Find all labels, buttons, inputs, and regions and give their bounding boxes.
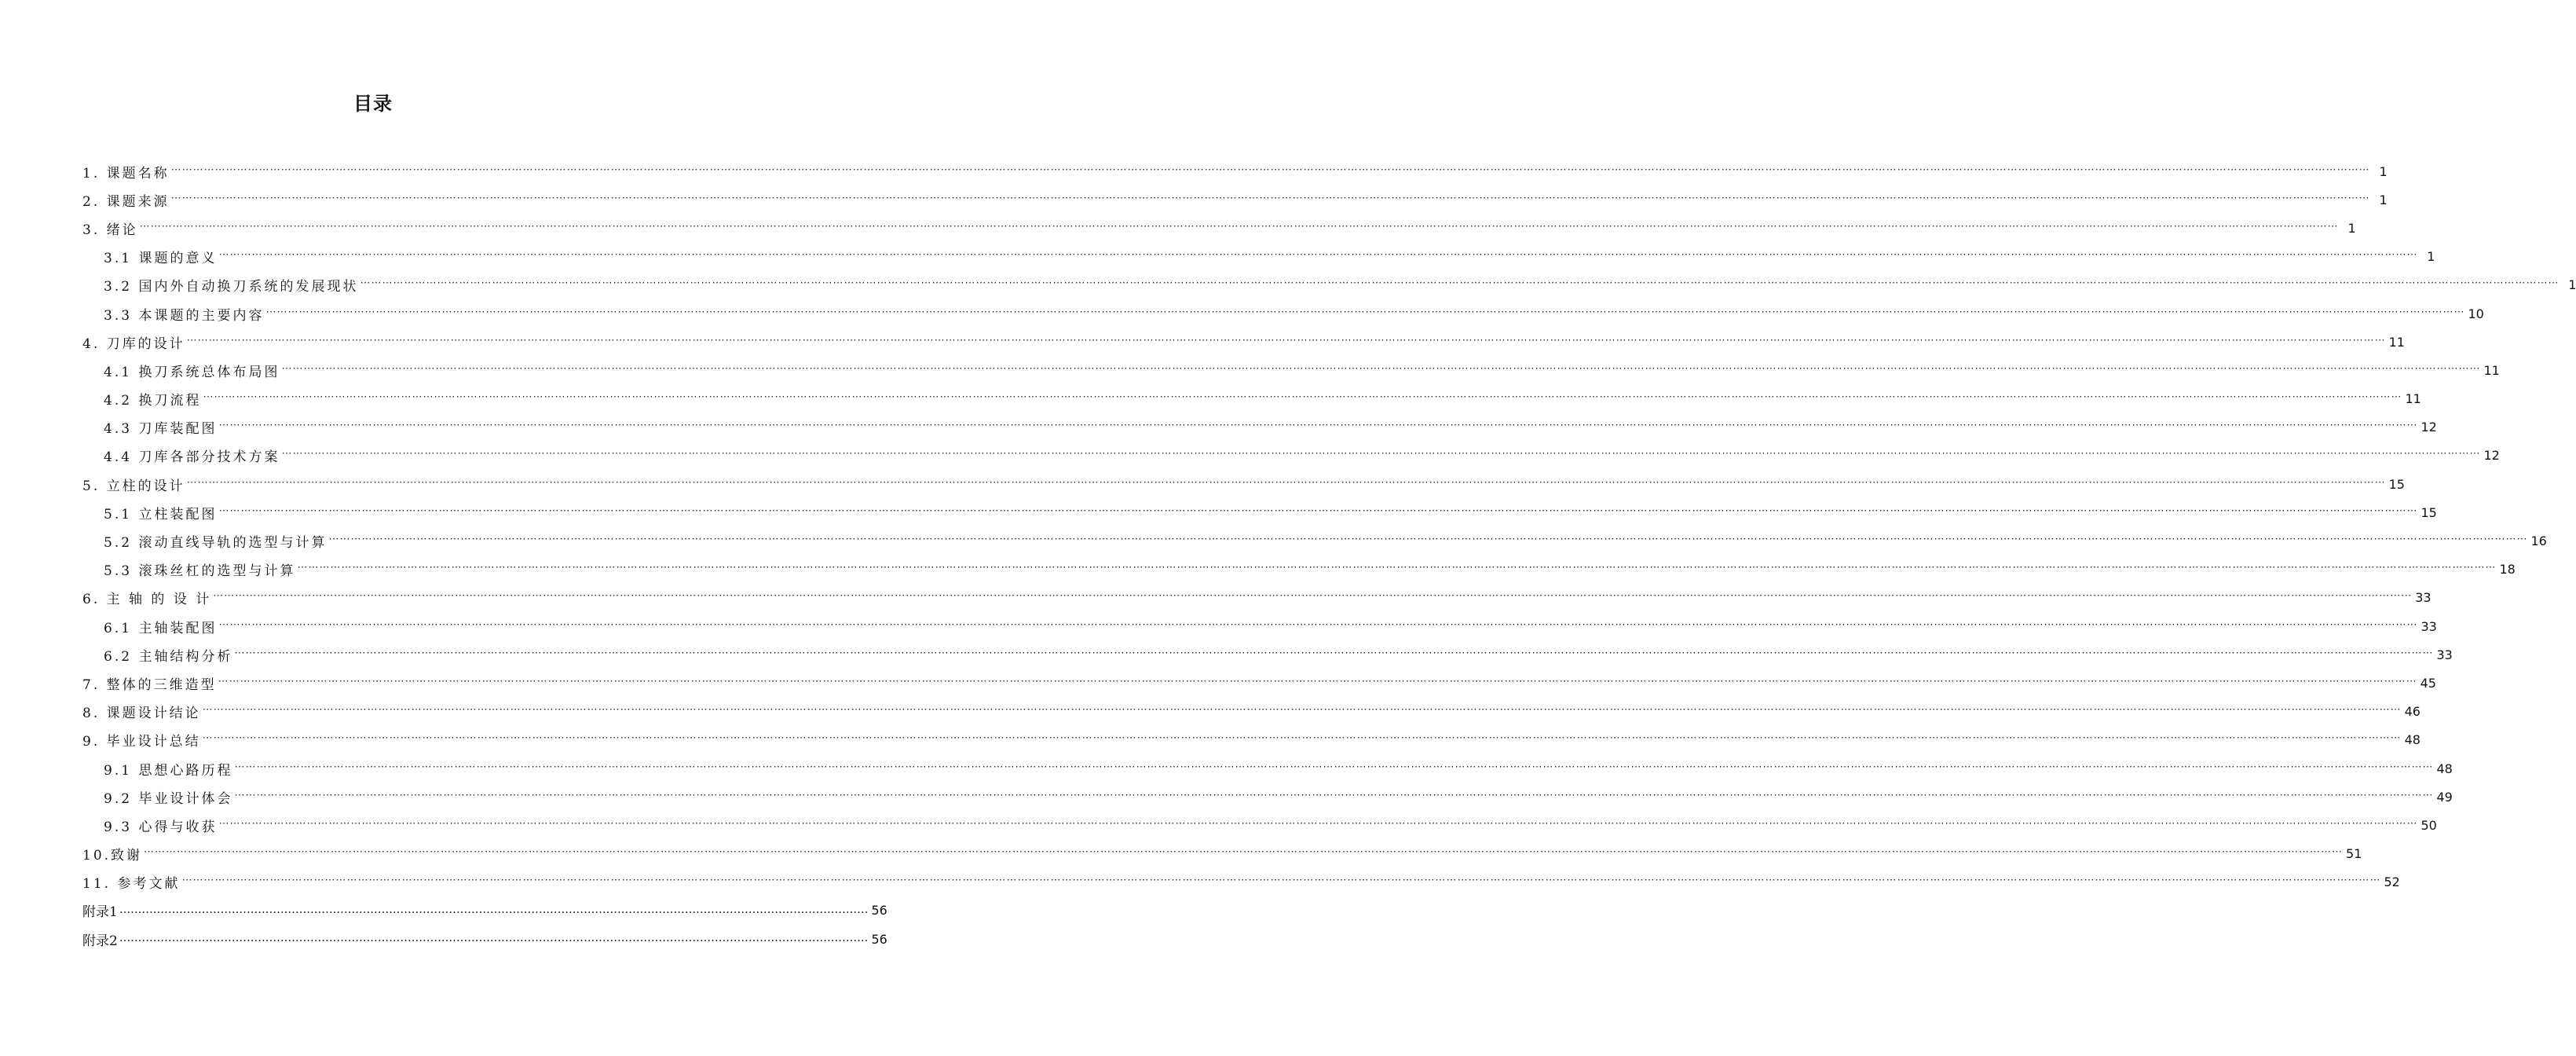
toc-entry-page-number: 11 [2388,334,2405,350]
toc-entry-label: 5. 立柱的设计 [82,478,185,494]
dot-leader: ⋯⋯⋯⋯⋯⋯⋯⋯⋯⋯⋯⋯⋯⋯⋯⋯⋯⋯⋯⋯⋯⋯⋯⋯⋯⋯⋯⋯⋯⋯⋯⋯⋯⋯⋯⋯⋯⋯⋯⋯⋯⋯⋯⋯⋯⋯⋯⋯⋯⋯⋯⋯⋯⋯⋯⋯⋯⋯⋯⋯⋯⋯⋯⋯⋯⋯⋯⋯⋯⋯⋯⋯⋯⋯⋯⋯⋯⋯⋯⋯⋯⋯⋯⋯⋯⋯⋯⋯⋯⋯⋯⋯⋯⋯⋯⋯⋯⋯⋯⋯⋯⋯⋯⋯⋯⋯⋯⋯⋯⋯⋯⋯⋯⋯⋯⋯⋯⋯⋯⋯⋯⋯⋯⋯⋯⋯⋯⋯⋯⋯⋯⋯⋯⋯⋯⋯⋯⋯⋯⋯⋯⋯⋯⋯⋯⋯⋯⋯⋯⋯⋯⋯⋯⋯⋯⋯⋯⋯⋯⋯⋯⋯⋯⋯⋯⋯⋯⋯⋯⋯⋯⋯⋯⋯⋯⋯⋯⋯⋯⋯⋯⋯⋯⋯⋯⋯⋯⋯⋯⋯⋯⋯⋯⋯⋯⋯⋯⋯⋯⋯ [234,647,2434,659]
toc-entry-label: 3.2 国内外自动换刀系统的发展现状 [104,279,359,295]
toc-entry-page-number: 50 [2420,817,2437,833]
dot-leader: ⋯⋯⋯⋯⋯⋯⋯⋯⋯⋯⋯⋯⋯⋯⋯⋯⋯⋯⋯⋯⋯⋯⋯⋯⋯⋯⋯⋯⋯⋯⋯⋯⋯⋯⋯⋯⋯⋯⋯⋯⋯⋯⋯⋯⋯⋯⋯⋯⋯⋯⋯⋯⋯⋯⋯⋯⋯⋯⋯⋯⋯⋯⋯⋯⋯⋯⋯⋯⋯⋯⋯⋯⋯⋯⋯⋯⋯⋯⋯⋯⋯⋯⋯⋯⋯⋯⋯⋯⋯⋯⋯⋯⋯⋯⋯⋯⋯⋯⋯⋯⋯⋯⋯⋯⋯⋯⋯⋯⋯⋯⋯⋯⋯⋯⋯⋯⋯⋯⋯⋯⋯⋯⋯⋯⋯⋯⋯⋯⋯⋯⋯⋯⋯⋯⋯⋯⋯⋯⋯⋯⋯⋯⋯⋯⋯⋯⋯⋯⋯⋯⋯⋯⋯⋯⋯⋯⋯⋯⋯⋯⋯⋯⋯⋯⋯⋯⋯⋯⋯⋯⋯⋯⋯⋯⋯⋯⋯⋯⋯⋯⋯⋯⋯⋯⋯⋯⋯⋯⋯⋯⋯⋯⋯⋯⋯⋯⋯⋯⋯⋯ [218,618,2418,631]
toc-entry[interactable] [82,896,887,925]
toc-entry[interactable] [82,783,2453,811]
toc-entry-label: 9.1 思想心路历程 [104,762,233,779]
toc-entry-page-number: 33 [2415,590,2431,606]
dot-leader: ⋯⋯⋯⋯⋯⋯⋯⋯⋯⋯⋯⋯⋯⋯⋯⋯⋯⋯⋯⋯⋯⋯⋯⋯⋯⋯⋯⋯⋯⋯⋯⋯⋯⋯⋯⋯⋯⋯⋯⋯⋯⋯⋯⋯⋯⋯⋯⋯⋯⋯⋯⋯⋯⋯⋯⋯⋯⋯⋯⋯⋯⋯⋯⋯⋯⋯⋯⋯⋯⋯⋯⋯⋯⋯⋯⋯⋯⋯⋯⋯⋯⋯⋯⋯⋯⋯⋯⋯⋯⋯⋯⋯⋯⋯⋯⋯⋯⋯⋯⋯⋯⋯⋯⋯⋯⋯⋯⋯⋯⋯⋯⋯⋯⋯⋯⋯⋯⋯⋯⋯⋯⋯⋯⋯⋯⋯⋯⋯⋯⋯⋯⋯⋯⋯⋯⋯⋯⋯⋯⋯⋯⋯⋯⋯⋯⋯⋯⋯⋯⋯⋯⋯⋯⋯⋯⋯⋯⋯⋯⋯⋯⋯⋯⋯⋯⋯⋯⋯⋯⋯⋯⋯⋯⋯⋯⋯⋯⋯⋯⋯⋯⋯⋯⋯⋯⋯⋯⋯⋯⋯⋯⋯⋯⋯⋯⋯⋯⋯⋯⋯ [202,704,2402,717]
dot-leader: ⋯⋯⋯⋯⋯⋯⋯⋯⋯⋯⋯⋯⋯⋯⋯⋯⋯⋯⋯⋯⋯⋯⋯⋯⋯⋯⋯⋯⋯⋯⋯⋯⋯⋯⋯⋯⋯⋯⋯⋯⋯⋯⋯⋯⋯⋯⋯⋯⋯⋯⋯⋯⋯⋯⋯⋯⋯⋯⋯⋯⋯⋯⋯⋯⋯⋯⋯⋯⋯⋯⋯⋯⋯⋯⋯⋯⋯⋯⋯⋯⋯⋯⋯⋯⋯⋯⋯⋯⋯⋯⋯⋯⋯⋯⋯⋯⋯⋯⋯⋯⋯⋯⋯⋯⋯⋯⋯⋯⋯⋯⋯⋯⋯⋯⋯⋯⋯⋯⋯⋯⋯⋯⋯⋯⋯⋯⋯⋯⋯⋯⋯⋯⋯⋯⋯⋯⋯⋯⋯⋯⋯⋯⋯⋯⋯⋯⋯⋯⋯⋯⋯⋯⋯⋯⋯⋯⋯⋯⋯⋯⋯⋯⋯⋯⋯⋯⋯⋯⋯⋯⋯⋯⋯⋯⋯⋯⋯⋯⋯⋯⋯⋯⋯⋯⋯⋯⋯⋯⋯⋯⋯⋯⋯⋯⋯⋯⋯⋯⋯⋯ [218,675,2417,688]
toc-entry-label: 4.3 刀库装配图 [104,421,218,438]
toc-entry[interactable] [82,754,2453,783]
toc-entry-label: 5.1 立柱装配图 [104,506,218,522]
toc-entry-label: 9.3 心得与收获 [104,819,218,835]
toc-entry-page-number: 15 [2388,476,2405,492]
dot-leader: ⋯⋯⋯⋯⋯⋯⋯⋯⋯⋯⋯⋯⋯⋯⋯⋯⋯⋯⋯⋯⋯⋯⋯⋯⋯⋯⋯⋯⋯⋯⋯⋯⋯⋯⋯⋯⋯⋯⋯⋯⋯⋯⋯⋯⋯⋯⋯⋯⋯⋯⋯⋯⋯⋯⋯⋯⋯⋯⋯⋯⋯⋯⋯⋯⋯⋯⋯⋯⋯⋯⋯⋯⋯⋯⋯⋯⋯⋯⋯⋯⋯⋯⋯⋯⋯⋯⋯⋯⋯⋯⋯⋯⋯⋯⋯⋯⋯⋯⋯⋯⋯⋯⋯⋯⋯⋯⋯⋯⋯⋯⋯⋯⋯⋯⋯⋯⋯⋯⋯⋯⋯⋯⋯⋯⋯⋯⋯⋯⋯⋯⋯⋯⋯⋯⋯⋯⋯⋯⋯⋯⋯⋯⋯⋯⋯⋯⋯⋯⋯⋯⋯⋯⋯⋯⋯⋯⋯⋯⋯⋯⋯⋯⋯⋯⋯⋯⋯⋯⋯⋯⋯⋯⋯⋯⋯⋯⋯⋯⋯⋯⋯⋯⋯⋯⋯⋯⋯⋯⋯⋯⋯⋯⋯⋯⋯⋯⋯⋯⋯⋯ [170,163,2370,176]
toc-entry-label: 11. 参考文献 [82,876,181,893]
toc-entry-label: 9. 毕业设计总结 [82,734,201,750]
dot-leader: ⋯⋯⋯⋯⋯⋯⋯⋯⋯⋯⋯⋯⋯⋯⋯⋯⋯⋯⋯⋯⋯⋯⋯⋯⋯⋯⋯⋯⋯⋯⋯⋯⋯⋯⋯⋯⋯⋯⋯⋯⋯⋯⋯⋯⋯⋯⋯⋯⋯⋯⋯⋯⋯⋯⋯⋯⋯⋯⋯⋯⋯⋯⋯⋯⋯⋯⋯⋯⋯⋯⋯⋯⋯⋯⋯⋯⋯⋯⋯⋯⋯⋯⋯⋯⋯⋯⋯⋯⋯⋯⋯⋯⋯⋯⋯⋯⋯⋯⋯⋯⋯⋯⋯⋯⋯⋯⋯⋯⋯⋯⋯⋯⋯⋯⋯⋯⋯⋯⋯⋯⋯⋯⋯⋯⋯⋯⋯⋯⋯⋯⋯⋯⋯⋯⋯⋯⋯⋯⋯⋯⋯⋯⋯⋯⋯⋯⋯⋯⋯⋯⋯⋯⋯⋯⋯⋯⋯⋯⋯⋯⋯⋯⋯⋯⋯⋯⋯⋯⋯⋯⋯⋯⋯⋯⋯⋯⋯⋯⋯⋯⋯⋯⋯⋯⋯⋯⋯⋯⋯⋯⋯⋯⋯⋯⋯⋯⋯⋯⋯⋯ [203,391,2402,404]
toc-entry-page-number: 56 [871,903,887,918]
toc-entry-label: 9.2 毕业设计体会 [104,790,233,807]
toc-entry-page-number: 49 [2436,789,2453,805]
dot-leader: ⋯⋯⋯⋯⋯⋯⋯⋯⋯⋯⋯⋯⋯⋯⋯⋯⋯⋯⋯⋯⋯⋯⋯⋯⋯⋯⋯⋯⋯⋯⋯⋯⋯⋯⋯⋯⋯⋯⋯⋯⋯⋯⋯⋯⋯⋯⋯⋯⋯⋯⋯⋯⋯⋯⋯⋯⋯⋯⋯⋯⋯⋯⋯⋯⋯⋯⋯⋯⋯⋯⋯⋯⋯⋯⋯⋯⋯⋯⋯⋯⋯⋯⋯⋯⋯⋯⋯⋯⋯⋯⋯⋯⋯⋯⋯⋯⋯⋯⋯⋯⋯⋯⋯⋯⋯⋯⋯⋯⋯⋯⋯⋯⋯⋯⋯⋯⋯⋯⋯⋯⋯⋯⋯⋯⋯⋯⋯⋯⋯⋯⋯⋯⋯⋯⋯⋯⋯⋯⋯⋯⋯⋯⋯⋯⋯⋯⋯⋯⋯⋯⋯⋯⋯⋯⋯⋯⋯⋯⋯⋯⋯⋯⋯⋯⋯⋯⋯⋯⋯⋯⋯⋯⋯⋯⋯⋯⋯⋯⋯⋯⋯⋯⋯⋯⋯⋯⋯⋯⋯⋯⋯⋯⋯⋯⋯⋯⋯⋯⋯⋯ [218,504,2418,517]
toc-entry-label: 1. 课题名称 [82,165,170,182]
dot-leader: ⋯⋯⋯⋯⋯⋯⋯⋯⋯⋯⋯⋯⋯⋯⋯⋯⋯⋯⋯⋯⋯⋯⋯⋯⋯⋯⋯⋯⋯⋯⋯⋯⋯⋯⋯⋯⋯⋯⋯⋯⋯⋯⋯⋯⋯⋯⋯⋯⋯⋯⋯⋯⋯⋯⋯⋯⋯⋯⋯⋯⋯⋯⋯⋯⋯⋯⋯⋯⋯⋯⋯⋯⋯⋯⋯⋯⋯⋯⋯⋯⋯⋯⋯⋯⋯⋯⋯⋯⋯⋯⋯⋯⋯⋯⋯⋯⋯⋯⋯⋯⋯⋯⋯⋯⋯⋯⋯⋯⋯⋯⋯⋯⋯⋯⋯⋯⋯⋯⋯⋯⋯⋯⋯⋯⋯⋯⋯⋯⋯⋯⋯⋯⋯⋯⋯⋯⋯⋯⋯⋯⋯⋯⋯⋯⋯⋯⋯⋯⋯⋯⋯⋯⋯⋯⋯⋯⋯⋯⋯⋯⋯⋯⋯⋯⋯⋯⋯⋯⋯⋯⋯⋯⋯⋯⋯⋯⋯⋯⋯⋯⋯⋯⋯⋯⋯⋯⋯⋯⋯⋯⋯⋯⋯⋯⋯⋯⋯⋯⋯⋯ [213,590,2413,603]
toc-entry-label: 6.2 主轴结构分析 [104,648,233,665]
toc-entry[interactable] [82,157,2388,185]
toc-entry[interactable] [82,811,2437,839]
toc-entry-page-number: 1 [2427,249,2435,265]
toc-entry[interactable] [82,385,2421,413]
dot-leader: ⋯⋯⋯⋯⋯⋯⋯⋯⋯⋯⋯⋯⋯⋯⋯⋯⋯⋯⋯⋯⋯⋯⋯⋯⋯⋯⋯⋯⋯⋯⋯⋯⋯⋯⋯⋯⋯⋯⋯⋯⋯⋯⋯⋯⋯⋯⋯⋯⋯⋯⋯⋯⋯⋯⋯⋯⋯⋯⋯⋯⋯⋯⋯⋯⋯⋯⋯⋯⋯⋯⋯⋯⋯⋯⋯⋯⋯⋯⋯⋯⋯⋯⋯⋯⋯⋯⋯⋯⋯⋯⋯⋯⋯⋯⋯⋯⋯⋯⋯⋯⋯⋯⋯⋯⋯⋯⋯⋯⋯⋯⋯⋯⋯⋯⋯⋯⋯⋯⋯⋯⋯⋯⋯⋯⋯⋯⋯⋯⋯⋯⋯⋯⋯⋯⋯⋯⋯⋯⋯⋯⋯⋯⋯⋯⋯⋯⋯⋯⋯⋯⋯⋯⋯⋯⋯⋯⋯⋯⋯⋯⋯⋯⋯⋯⋯⋯⋯⋯⋯⋯⋯⋯⋯⋯⋯⋯⋯⋯⋯⋯⋯⋯⋯⋯⋯⋯⋯⋯⋯⋯⋯⋯⋯⋯⋯⋯⋯⋯⋯⋯ [202,732,2402,745]
toc-entry-label: 4.4 刀库各部分技术方案 [104,449,280,466]
toc-entry-page-number: 16 [2530,534,2547,549]
toc-entry[interactable] [82,356,2500,384]
toc-entry-page-number: 33 [2436,647,2453,662]
dot-leader: ⋯⋯⋯⋯⋯⋯⋯⋯⋯⋯⋯⋯⋯⋯⋯⋯⋯⋯⋯⋯⋯⋯⋯⋯⋯⋯⋯⋯⋯⋯⋯⋯⋯⋯⋯⋯⋯⋯⋯⋯⋯⋯⋯⋯⋯⋯⋯⋯⋯⋯⋯⋯⋯⋯⋯⋯⋯⋯⋯⋯⋯⋯⋯⋯⋯⋯⋯⋯⋯⋯⋯⋯⋯⋯⋯⋯⋯⋯⋯⋯⋯⋯⋯⋯⋯⋯⋯⋯⋯⋯⋯⋯⋯⋯⋯⋯⋯⋯⋯⋯⋯⋯⋯⋯⋯⋯⋯⋯⋯⋯⋯⋯⋯⋯⋯⋯⋯⋯⋯⋯⋯⋯⋯⋯⋯⋯⋯⋯⋯⋯⋯⋯⋯⋯⋯⋯⋯⋯⋯⋯⋯⋯⋯⋯⋯⋯⋯⋯⋯⋯⋯⋯⋯⋯⋯⋯⋯⋯⋯⋯⋯⋯⋯⋯⋯⋯⋯⋯⋯⋯⋯⋯⋯⋯⋯⋯⋯⋯⋯⋯⋯⋯⋯⋯⋯⋯⋯⋯⋯⋯⋯⋯⋯⋯⋯⋯⋯⋯⋯⋯ [186,334,2386,346]
toc-entry-label: 4.2 换刀流程 [104,393,202,409]
toc-entry[interactable] [82,925,887,953]
dot-leader: ⋯⋯⋯⋯⋯⋯⋯⋯⋯⋯⋯⋯⋯⋯⋯⋯⋯⋯⋯⋯⋯⋯⋯⋯⋯⋯⋯⋯⋯⋯⋯⋯⋯⋯⋯⋯⋯⋯⋯⋯⋯⋯⋯⋯⋯⋯⋯⋯⋯⋯⋯⋯⋯⋯⋯⋯⋯⋯⋯⋯⋯⋯⋯⋯⋯⋯⋯⋯⋯⋯⋯⋯⋯⋯⋯⋯⋯⋯⋯⋯⋯⋯⋯⋯⋯⋯⋯⋯⋯⋯⋯⋯⋯⋯⋯⋯⋯⋯⋯⋯⋯⋯⋯⋯⋯⋯⋯⋯⋯⋯⋯⋯⋯⋯⋯⋯⋯⋯⋯⋯⋯⋯⋯⋯⋯⋯⋯⋯⋯⋯⋯⋯⋯⋯⋯⋯⋯⋯⋯⋯⋯⋯⋯⋯⋯⋯⋯⋯⋯⋯⋯⋯⋯⋯⋯⋯⋯⋯⋯⋯⋯⋯⋯⋯⋯⋯⋯⋯⋯⋯⋯⋯⋯⋯⋯⋯⋯⋯⋯⋯⋯⋯⋯⋯⋯⋯⋯⋯⋯⋯⋯⋯⋯⋯⋯⋯⋯⋯⋯⋯ [218,817,2418,830]
dot-leader: ⋯⋯⋯⋯⋯⋯⋯⋯⋯⋯⋯⋯⋯⋯⋯⋯⋯⋯⋯⋯⋯⋯⋯⋯⋯⋯⋯⋯⋯⋯⋯⋯⋯⋯⋯⋯⋯⋯⋯⋯⋯⋯⋯⋯⋯⋯⋯⋯⋯⋯⋯⋯⋯⋯⋯⋯⋯⋯⋯⋯⋯⋯⋯⋯⋯⋯⋯⋯⋯⋯⋯⋯⋯⋯⋯⋯⋯⋯⋯⋯⋯⋯⋯⋯⋯⋯⋯⋯⋯⋯⋯⋯⋯⋯⋯⋯⋯⋯⋯⋯⋯⋯⋯⋯⋯⋯⋯⋯⋯⋯⋯⋯⋯⋯⋯⋯⋯⋯⋯⋯⋯⋯⋯⋯⋯⋯⋯⋯⋯⋯⋯⋯⋯⋯⋯⋯⋯⋯⋯⋯⋯⋯⋯⋯⋯⋯⋯⋯⋯⋯⋯⋯⋯⋯⋯⋯⋯⋯⋯⋯⋯⋯⋯⋯⋯⋯⋯⋯⋯⋯⋯⋯⋯⋯⋯⋯⋯⋯⋯⋯⋯⋯⋯⋯⋯⋯⋯⋯⋯⋯⋯⋯⋯⋯⋯⋯⋯⋯⋯⋯ [218,249,2418,262]
toc-entry[interactable] [82,640,2453,669]
toc-entry[interactable] [82,498,2437,526]
toc-entry-page-number: 51 [2346,846,2362,862]
toc-entry-page-number: 48 [2436,761,2453,776]
toc-entry[interactable] [82,271,2576,299]
dot-leader: ⋯⋯⋯⋯⋯⋯⋯⋯⋯⋯⋯⋯⋯⋯⋯⋯⋯⋯⋯⋯⋯⋯⋯⋯⋯⋯⋯⋯⋯⋯⋯⋯⋯⋯⋯⋯⋯⋯⋯⋯⋯⋯⋯⋯⋯⋯⋯⋯⋯⋯⋯⋯⋯⋯⋯⋯⋯⋯⋯⋯⋯⋯⋯⋯⋯⋯⋯⋯⋯⋯⋯⋯⋯⋯⋯⋯⋯⋯⋯⋯⋯⋯⋯⋯⋯⋯⋯⋯⋯⋯⋯⋯⋯⋯⋯⋯⋯⋯⋯⋯⋯⋯⋯⋯⋯⋯⋯⋯⋯⋯⋯⋯⋯⋯⋯⋯⋯⋯⋯⋯⋯⋯⋯⋯⋯⋯⋯⋯⋯⋯⋯⋯⋯⋯⋯⋯⋯⋯⋯⋯⋯⋯⋯⋯⋯⋯⋯⋯⋯⋯⋯⋯⋯⋯⋯⋯⋯⋯⋯⋯⋯⋯⋯⋯⋯⋯⋯⋯⋯⋯⋯⋯⋯⋯⋯⋯⋯⋯⋯⋯⋯⋯⋯⋯⋯⋯⋯⋯⋯⋯⋯⋯⋯⋯⋯⋯⋯⋯⋯⋯ [360,277,2560,290]
toc-entry-page-number: 1 [2347,220,2356,236]
dot-leader: ⋯⋯⋯⋯⋯⋯⋯⋯⋯⋯⋯⋯⋯⋯⋯⋯⋯⋯⋯⋯⋯⋯⋯⋯⋯⋯⋯⋯⋯⋯⋯⋯⋯⋯⋯⋯⋯⋯⋯⋯⋯⋯⋯⋯⋯⋯⋯⋯⋯⋯⋯⋯⋯⋯⋯⋯⋯⋯⋯⋯⋯⋯⋯⋯⋯⋯⋯⋯⋯⋯⋯⋯⋯⋯⋯⋯⋯⋯⋯⋯⋯⋯⋯⋯⋯⋯⋯⋯⋯⋯⋯⋯⋯⋯⋯⋯⋯⋯⋯⋯⋯⋯⋯⋯⋯⋯⋯⋯⋯⋯⋯⋯⋯⋯⋯⋯⋯⋯⋯⋯⋯⋯⋯⋯⋯⋯⋯⋯⋯⋯⋯⋯⋯⋯⋯⋯⋯⋯⋯⋯⋯⋯⋯⋯⋯⋯⋯⋯⋯⋯⋯⋯⋯⋯⋯⋯⋯⋯⋯⋯⋯⋯⋯⋯⋯⋯⋯⋯⋯⋯⋯⋯⋯⋯⋯⋯⋯⋯⋯⋯⋯⋯⋯⋯⋯⋯⋯⋯⋯⋯⋯⋯⋯⋯⋯⋯⋯⋯⋯⋯ [144,846,2344,859]
toc-entry-page-number: 46 [2404,704,2420,720]
dot-leader: ⋯⋯⋯⋯⋯⋯⋯⋯⋯⋯⋯⋯⋯⋯⋯⋯⋯⋯⋯⋯⋯⋯⋯⋯⋯⋯⋯⋯⋯⋯⋯⋯⋯⋯⋯⋯⋯⋯⋯⋯⋯⋯⋯⋯⋯⋯⋯⋯⋯⋯⋯⋯⋯⋯⋯⋯⋯⋯⋯⋯⋯⋯⋯⋯⋯⋯⋯⋯⋯⋯⋯⋯⋯⋯⋯⋯⋯⋯⋯⋯⋯⋯⋯⋯⋯⋯⋯⋯⋯⋯⋯⋯⋯⋯⋯⋯⋯⋯⋯⋯⋯⋯⋯⋯⋯⋯⋯⋯⋯⋯⋯⋯⋯⋯⋯⋯⋯⋯⋯⋯⋯⋯⋯⋯⋯⋯⋯⋯⋯⋯⋯⋯⋯⋯⋯⋯⋯⋯⋯⋯⋯⋯⋯⋯⋯⋯⋯⋯⋯⋯⋯⋯⋯⋯⋯⋯⋯⋯⋯⋯⋯⋯⋯⋯⋯⋯⋯⋯⋯⋯⋯⋯⋯⋯⋯⋯⋯⋯⋯⋯⋯⋯⋯⋯⋯⋯⋯⋯⋯⋯⋯⋯⋯⋯⋯⋯⋯⋯⋯⋯ [281,362,2481,375]
toc-entry[interactable] [82,556,2516,584]
toc-entry[interactable] [82,470,2405,498]
toc-entry-label: 3.3 本课题的主要内容 [104,307,265,324]
toc-entry[interactable] [82,868,2400,896]
toc-entry[interactable] [82,526,2547,555]
toc-entry-page-number: 15 [2420,504,2437,520]
toc-entry-page-number: 12 [2420,420,2437,435]
toc-entry-page-number: 1 [2379,192,2388,207]
page-title: 目录 [353,93,393,115]
toc-entry-label: 5.2 滚动直线导轨的选型与计算 [104,535,327,552]
toc-entry-page-number: 12 [2483,448,2500,464]
dot-leader: ........................................................................................................................................................................................................ [119,901,869,916]
dot-leader: ⋯⋯⋯⋯⋯⋯⋯⋯⋯⋯⋯⋯⋯⋯⋯⋯⋯⋯⋯⋯⋯⋯⋯⋯⋯⋯⋯⋯⋯⋯⋯⋯⋯⋯⋯⋯⋯⋯⋯⋯⋯⋯⋯⋯⋯⋯⋯⋯⋯⋯⋯⋯⋯⋯⋯⋯⋯⋯⋯⋯⋯⋯⋯⋯⋯⋯⋯⋯⋯⋯⋯⋯⋯⋯⋯⋯⋯⋯⋯⋯⋯⋯⋯⋯⋯⋯⋯⋯⋯⋯⋯⋯⋯⋯⋯⋯⋯⋯⋯⋯⋯⋯⋯⋯⋯⋯⋯⋯⋯⋯⋯⋯⋯⋯⋯⋯⋯⋯⋯⋯⋯⋯⋯⋯⋯⋯⋯⋯⋯⋯⋯⋯⋯⋯⋯⋯⋯⋯⋯⋯⋯⋯⋯⋯⋯⋯⋯⋯⋯⋯⋯⋯⋯⋯⋯⋯⋯⋯⋯⋯⋯⋯⋯⋯⋯⋯⋯⋯⋯⋯⋯⋯⋯⋯⋯⋯⋯⋯⋯⋯⋯⋯⋯⋯⋯⋯⋯⋯⋯⋯⋯⋯⋯⋯⋯⋯⋯⋯⋯⋯ [186,476,2386,489]
dot-leader: ........................................................................................................................................................................................................ [119,930,869,945]
toc-entry-label: 5.3 滚珠丝杠的选型与计算 [104,563,296,580]
toc-entry-page-number: 11 [2405,391,2421,407]
toc-entry[interactable] [82,328,2405,356]
toc-entry-label: 4.1 换刀系统总体布局图 [104,364,280,380]
toc-entry-label: 2. 课题来源 [82,193,170,210]
toc-entry-page-number: 1 [2379,163,2388,179]
toc-entry-label: 3.1 课题的意义 [104,251,218,267]
dot-leader: ⋯⋯⋯⋯⋯⋯⋯⋯⋯⋯⋯⋯⋯⋯⋯⋯⋯⋯⋯⋯⋯⋯⋯⋯⋯⋯⋯⋯⋯⋯⋯⋯⋯⋯⋯⋯⋯⋯⋯⋯⋯⋯⋯⋯⋯⋯⋯⋯⋯⋯⋯⋯⋯⋯⋯⋯⋯⋯⋯⋯⋯⋯⋯⋯⋯⋯⋯⋯⋯⋯⋯⋯⋯⋯⋯⋯⋯⋯⋯⋯⋯⋯⋯⋯⋯⋯⋯⋯⋯⋯⋯⋯⋯⋯⋯⋯⋯⋯⋯⋯⋯⋯⋯⋯⋯⋯⋯⋯⋯⋯⋯⋯⋯⋯⋯⋯⋯⋯⋯⋯⋯⋯⋯⋯⋯⋯⋯⋯⋯⋯⋯⋯⋯⋯⋯⋯⋯⋯⋯⋯⋯⋯⋯⋯⋯⋯⋯⋯⋯⋯⋯⋯⋯⋯⋯⋯⋯⋯⋯⋯⋯⋯⋯⋯⋯⋯⋯⋯⋯⋯⋯⋯⋯⋯⋯⋯⋯⋯⋯⋯⋯⋯⋯⋯⋯⋯⋯⋯⋯⋯⋯⋯⋯⋯⋯⋯⋯⋯⋯⋯ [265,306,2465,318]
dot-leader: ⋯⋯⋯⋯⋯⋯⋯⋯⋯⋯⋯⋯⋯⋯⋯⋯⋯⋯⋯⋯⋯⋯⋯⋯⋯⋯⋯⋯⋯⋯⋯⋯⋯⋯⋯⋯⋯⋯⋯⋯⋯⋯⋯⋯⋯⋯⋯⋯⋯⋯⋯⋯⋯⋯⋯⋯⋯⋯⋯⋯⋯⋯⋯⋯⋯⋯⋯⋯⋯⋯⋯⋯⋯⋯⋯⋯⋯⋯⋯⋯⋯⋯⋯⋯⋯⋯⋯⋯⋯⋯⋯⋯⋯⋯⋯⋯⋯⋯⋯⋯⋯⋯⋯⋯⋯⋯⋯⋯⋯⋯⋯⋯⋯⋯⋯⋯⋯⋯⋯⋯⋯⋯⋯⋯⋯⋯⋯⋯⋯⋯⋯⋯⋯⋯⋯⋯⋯⋯⋯⋯⋯⋯⋯⋯⋯⋯⋯⋯⋯⋯⋯⋯⋯⋯⋯⋯⋯⋯⋯⋯⋯⋯⋯⋯⋯⋯⋯⋯⋯⋯⋯⋯⋯⋯⋯⋯⋯⋯⋯⋯⋯⋯⋯⋯⋯⋯⋯⋯⋯⋯⋯⋯⋯⋯⋯⋯⋯⋯⋯⋯ [281,448,2481,460]
dot-leader: ⋯⋯⋯⋯⋯⋯⋯⋯⋯⋯⋯⋯⋯⋯⋯⋯⋯⋯⋯⋯⋯⋯⋯⋯⋯⋯⋯⋯⋯⋯⋯⋯⋯⋯⋯⋯⋯⋯⋯⋯⋯⋯⋯⋯⋯⋯⋯⋯⋯⋯⋯⋯⋯⋯⋯⋯⋯⋯⋯⋯⋯⋯⋯⋯⋯⋯⋯⋯⋯⋯⋯⋯⋯⋯⋯⋯⋯⋯⋯⋯⋯⋯⋯⋯⋯⋯⋯⋯⋯⋯⋯⋯⋯⋯⋯⋯⋯⋯⋯⋯⋯⋯⋯⋯⋯⋯⋯⋯⋯⋯⋯⋯⋯⋯⋯⋯⋯⋯⋯⋯⋯⋯⋯⋯⋯⋯⋯⋯⋯⋯⋯⋯⋯⋯⋯⋯⋯⋯⋯⋯⋯⋯⋯⋯⋯⋯⋯⋯⋯⋯⋯⋯⋯⋯⋯⋯⋯⋯⋯⋯⋯⋯⋯⋯⋯⋯⋯⋯⋯⋯⋯⋯⋯⋯⋯⋯⋯⋯⋯⋯⋯⋯⋯⋯⋯⋯⋯⋯⋯⋯⋯⋯⋯⋯⋯⋯⋯⋯⋯⋯ [139,220,2339,233]
toc-entry[interactable] [82,726,2420,754]
toc-entry[interactable] [82,413,2437,442]
toc-entry-page-number: 10 [2468,306,2484,321]
toc-entry[interactable] [82,612,2437,640]
dot-leader: ⋯⋯⋯⋯⋯⋯⋯⋯⋯⋯⋯⋯⋯⋯⋯⋯⋯⋯⋯⋯⋯⋯⋯⋯⋯⋯⋯⋯⋯⋯⋯⋯⋯⋯⋯⋯⋯⋯⋯⋯⋯⋯⋯⋯⋯⋯⋯⋯⋯⋯⋯⋯⋯⋯⋯⋯⋯⋯⋯⋯⋯⋯⋯⋯⋯⋯⋯⋯⋯⋯⋯⋯⋯⋯⋯⋯⋯⋯⋯⋯⋯⋯⋯⋯⋯⋯⋯⋯⋯⋯⋯⋯⋯⋯⋯⋯⋯⋯⋯⋯⋯⋯⋯⋯⋯⋯⋯⋯⋯⋯⋯⋯⋯⋯⋯⋯⋯⋯⋯⋯⋯⋯⋯⋯⋯⋯⋯⋯⋯⋯⋯⋯⋯⋯⋯⋯⋯⋯⋯⋯⋯⋯⋯⋯⋯⋯⋯⋯⋯⋯⋯⋯⋯⋯⋯⋯⋯⋯⋯⋯⋯⋯⋯⋯⋯⋯⋯⋯⋯⋯⋯⋯⋯⋯⋯⋯⋯⋯⋯⋯⋯⋯⋯⋯⋯⋯⋯⋯⋯⋯⋯⋯⋯⋯⋯⋯⋯⋯⋯⋯ [297,562,2497,574]
toc-entry[interactable] [82,214,2356,242]
toc-entry-label: 7. 整体的三维造型 [82,676,217,693]
toc-entry[interactable] [82,669,2436,697]
toc-entry-page-number: 48 [2404,732,2420,748]
dot-leader: ⋯⋯⋯⋯⋯⋯⋯⋯⋯⋯⋯⋯⋯⋯⋯⋯⋯⋯⋯⋯⋯⋯⋯⋯⋯⋯⋯⋯⋯⋯⋯⋯⋯⋯⋯⋯⋯⋯⋯⋯⋯⋯⋯⋯⋯⋯⋯⋯⋯⋯⋯⋯⋯⋯⋯⋯⋯⋯⋯⋯⋯⋯⋯⋯⋯⋯⋯⋯⋯⋯⋯⋯⋯⋯⋯⋯⋯⋯⋯⋯⋯⋯⋯⋯⋯⋯⋯⋯⋯⋯⋯⋯⋯⋯⋯⋯⋯⋯⋯⋯⋯⋯⋯⋯⋯⋯⋯⋯⋯⋯⋯⋯⋯⋯⋯⋯⋯⋯⋯⋯⋯⋯⋯⋯⋯⋯⋯⋯⋯⋯⋯⋯⋯⋯⋯⋯⋯⋯⋯⋯⋯⋯⋯⋯⋯⋯⋯⋯⋯⋯⋯⋯⋯⋯⋯⋯⋯⋯⋯⋯⋯⋯⋯⋯⋯⋯⋯⋯⋯⋯⋯⋯⋯⋯⋯⋯⋯⋯⋯⋯⋯⋯⋯⋯⋯⋯⋯⋯⋯⋯⋯⋯⋯⋯⋯⋯⋯⋯⋯⋯ [234,789,2434,801]
toc-entry-label: 6.1 主轴装配图 [104,620,218,636]
toc-entry-label: 10.致谢 [82,848,143,864]
dot-leader: ⋯⋯⋯⋯⋯⋯⋯⋯⋯⋯⋯⋯⋯⋯⋯⋯⋯⋯⋯⋯⋯⋯⋯⋯⋯⋯⋯⋯⋯⋯⋯⋯⋯⋯⋯⋯⋯⋯⋯⋯⋯⋯⋯⋯⋯⋯⋯⋯⋯⋯⋯⋯⋯⋯⋯⋯⋯⋯⋯⋯⋯⋯⋯⋯⋯⋯⋯⋯⋯⋯⋯⋯⋯⋯⋯⋯⋯⋯⋯⋯⋯⋯⋯⋯⋯⋯⋯⋯⋯⋯⋯⋯⋯⋯⋯⋯⋯⋯⋯⋯⋯⋯⋯⋯⋯⋯⋯⋯⋯⋯⋯⋯⋯⋯⋯⋯⋯⋯⋯⋯⋯⋯⋯⋯⋯⋯⋯⋯⋯⋯⋯⋯⋯⋯⋯⋯⋯⋯⋯⋯⋯⋯⋯⋯⋯⋯⋯⋯⋯⋯⋯⋯⋯⋯⋯⋯⋯⋯⋯⋯⋯⋯⋯⋯⋯⋯⋯⋯⋯⋯⋯⋯⋯⋯⋯⋯⋯⋯⋯⋯⋯⋯⋯⋯⋯⋯⋯⋯⋯⋯⋯⋯⋯⋯⋯⋯⋯⋯⋯⋯ [218,420,2418,432]
dot-leader: ⋯⋯⋯⋯⋯⋯⋯⋯⋯⋯⋯⋯⋯⋯⋯⋯⋯⋯⋯⋯⋯⋯⋯⋯⋯⋯⋯⋯⋯⋯⋯⋯⋯⋯⋯⋯⋯⋯⋯⋯⋯⋯⋯⋯⋯⋯⋯⋯⋯⋯⋯⋯⋯⋯⋯⋯⋯⋯⋯⋯⋯⋯⋯⋯⋯⋯⋯⋯⋯⋯⋯⋯⋯⋯⋯⋯⋯⋯⋯⋯⋯⋯⋯⋯⋯⋯⋯⋯⋯⋯⋯⋯⋯⋯⋯⋯⋯⋯⋯⋯⋯⋯⋯⋯⋯⋯⋯⋯⋯⋯⋯⋯⋯⋯⋯⋯⋯⋯⋯⋯⋯⋯⋯⋯⋯⋯⋯⋯⋯⋯⋯⋯⋯⋯⋯⋯⋯⋯⋯⋯⋯⋯⋯⋯⋯⋯⋯⋯⋯⋯⋯⋯⋯⋯⋯⋯⋯⋯⋯⋯⋯⋯⋯⋯⋯⋯⋯⋯⋯⋯⋯⋯⋯⋯⋯⋯⋯⋯⋯⋯⋯⋯⋯⋯⋯⋯⋯⋯⋯⋯⋯⋯⋯⋯⋯⋯⋯⋯⋯⋯ [328,534,2528,546]
dot-leader: ⋯⋯⋯⋯⋯⋯⋯⋯⋯⋯⋯⋯⋯⋯⋯⋯⋯⋯⋯⋯⋯⋯⋯⋯⋯⋯⋯⋯⋯⋯⋯⋯⋯⋯⋯⋯⋯⋯⋯⋯⋯⋯⋯⋯⋯⋯⋯⋯⋯⋯⋯⋯⋯⋯⋯⋯⋯⋯⋯⋯⋯⋯⋯⋯⋯⋯⋯⋯⋯⋯⋯⋯⋯⋯⋯⋯⋯⋯⋯⋯⋯⋯⋯⋯⋯⋯⋯⋯⋯⋯⋯⋯⋯⋯⋯⋯⋯⋯⋯⋯⋯⋯⋯⋯⋯⋯⋯⋯⋯⋯⋯⋯⋯⋯⋯⋯⋯⋯⋯⋯⋯⋯⋯⋯⋯⋯⋯⋯⋯⋯⋯⋯⋯⋯⋯⋯⋯⋯⋯⋯⋯⋯⋯⋯⋯⋯⋯⋯⋯⋯⋯⋯⋯⋯⋯⋯⋯⋯⋯⋯⋯⋯⋯⋯⋯⋯⋯⋯⋯⋯⋯⋯⋯⋯⋯⋯⋯⋯⋯⋯⋯⋯⋯⋯⋯⋯⋯⋯⋯⋯⋯⋯⋯⋯⋯⋯⋯⋯⋯⋯ [170,192,2370,204]
toc-entry-page-number: 11 [2483,362,2500,378]
toc-entry-label: 6. 主 轴 的 设 计 [82,592,212,608]
toc-entry-page-number: 45 [2420,675,2436,691]
toc-entry-page-number: 52 [2384,874,2400,890]
toc-entry-page-number: 1 [2568,277,2576,293]
toc-entry[interactable] [82,698,2420,726]
dot-leader: ⋯⋯⋯⋯⋯⋯⋯⋯⋯⋯⋯⋯⋯⋯⋯⋯⋯⋯⋯⋯⋯⋯⋯⋯⋯⋯⋯⋯⋯⋯⋯⋯⋯⋯⋯⋯⋯⋯⋯⋯⋯⋯⋯⋯⋯⋯⋯⋯⋯⋯⋯⋯⋯⋯⋯⋯⋯⋯⋯⋯⋯⋯⋯⋯⋯⋯⋯⋯⋯⋯⋯⋯⋯⋯⋯⋯⋯⋯⋯⋯⋯⋯⋯⋯⋯⋯⋯⋯⋯⋯⋯⋯⋯⋯⋯⋯⋯⋯⋯⋯⋯⋯⋯⋯⋯⋯⋯⋯⋯⋯⋯⋯⋯⋯⋯⋯⋯⋯⋯⋯⋯⋯⋯⋯⋯⋯⋯⋯⋯⋯⋯⋯⋯⋯⋯⋯⋯⋯⋯⋯⋯⋯⋯⋯⋯⋯⋯⋯⋯⋯⋯⋯⋯⋯⋯⋯⋯⋯⋯⋯⋯⋯⋯⋯⋯⋯⋯⋯⋯⋯⋯⋯⋯⋯⋯⋯⋯⋯⋯⋯⋯⋯⋯⋯⋯⋯⋯⋯⋯⋯⋯⋯⋯⋯⋯⋯⋯⋯⋯⋯ [181,874,2381,887]
toc-entry-page-number: 18 [2499,562,2516,578]
toc-entry[interactable] [82,185,2388,214]
toc-entry-label: 附录1 [82,904,118,921]
toc-entry[interactable] [82,243,2435,271]
toc-entry-page-number: 33 [2420,618,2437,634]
toc-entry-label: 8. 课题设计结论 [82,706,201,722]
toc-entry[interactable] [82,840,2362,868]
dot-leader: ⋯⋯⋯⋯⋯⋯⋯⋯⋯⋯⋯⋯⋯⋯⋯⋯⋯⋯⋯⋯⋯⋯⋯⋯⋯⋯⋯⋯⋯⋯⋯⋯⋯⋯⋯⋯⋯⋯⋯⋯⋯⋯⋯⋯⋯⋯⋯⋯⋯⋯⋯⋯⋯⋯⋯⋯⋯⋯⋯⋯⋯⋯⋯⋯⋯⋯⋯⋯⋯⋯⋯⋯⋯⋯⋯⋯⋯⋯⋯⋯⋯⋯⋯⋯⋯⋯⋯⋯⋯⋯⋯⋯⋯⋯⋯⋯⋯⋯⋯⋯⋯⋯⋯⋯⋯⋯⋯⋯⋯⋯⋯⋯⋯⋯⋯⋯⋯⋯⋯⋯⋯⋯⋯⋯⋯⋯⋯⋯⋯⋯⋯⋯⋯⋯⋯⋯⋯⋯⋯⋯⋯⋯⋯⋯⋯⋯⋯⋯⋯⋯⋯⋯⋯⋯⋯⋯⋯⋯⋯⋯⋯⋯⋯⋯⋯⋯⋯⋯⋯⋯⋯⋯⋯⋯⋯⋯⋯⋯⋯⋯⋯⋯⋯⋯⋯⋯⋯⋯⋯⋯⋯⋯⋯⋯⋯⋯⋯⋯⋯⋯ [234,761,2434,773]
table-of-contents [82,157,2576,953]
toc-entry[interactable] [82,584,2431,612]
toc-entry-page-number: 56 [871,931,887,947]
toc-entry-label: 3. 绪论 [82,222,138,238]
toc-entry-label: 附录2 [82,933,118,949]
toc-entry-label: 4. 刀库的设计 [82,336,185,352]
toc-entry[interactable] [82,299,2484,328]
toc-entry[interactable] [82,442,2500,470]
